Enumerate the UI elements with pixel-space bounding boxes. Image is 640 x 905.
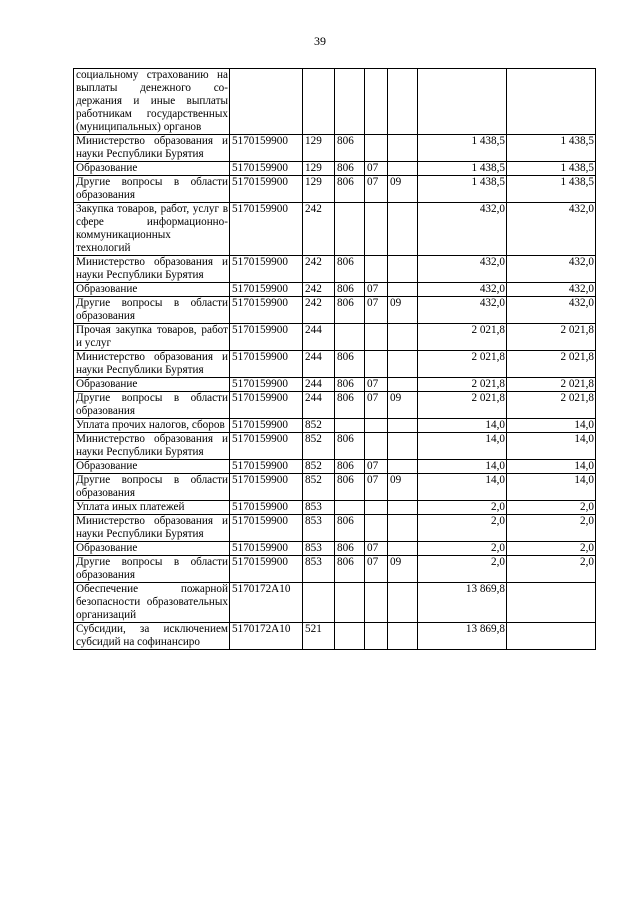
cell-name: Уплата прочих налогов, сборов — [74, 419, 230, 433]
cell-name: Образование — [74, 378, 230, 392]
cell-sum1: 432,0 — [418, 283, 507, 297]
cell-sum1: 13 869,8 — [418, 623, 507, 650]
cell-name: Другие вопросы в области образования — [74, 297, 230, 324]
cell-csr: 5170159900 — [230, 162, 303, 176]
cell-gr: 806 — [335, 351, 365, 378]
cell-sum2: 432,0 — [507, 256, 596, 283]
cell-rz: 07 — [365, 378, 388, 392]
table-row — [74, 378, 596, 392]
cell-sum1: 14,0 — [418, 460, 507, 474]
cell-sum1: 432,0 — [418, 203, 507, 256]
cell-pr — [388, 515, 418, 542]
cell-sum1: 2,0 — [418, 556, 507, 583]
cell-name: Образование — [74, 460, 230, 474]
table-row — [74, 515, 596, 542]
cell-csr: 5170159900 — [230, 419, 303, 433]
cell-pr — [388, 501, 418, 515]
cell-sum2: 432,0 — [507, 283, 596, 297]
cell-gr: 806 — [335, 556, 365, 583]
cell-csr: 5170159900 — [230, 556, 303, 583]
cell-gr — [335, 324, 365, 351]
cell-name: Министерство образования и науки Республики Бурятия — [74, 515, 230, 542]
cell-vr: 852 — [303, 460, 335, 474]
table-row — [74, 542, 596, 556]
cell-name: Образование — [74, 542, 230, 556]
cell-sum2 — [507, 583, 596, 623]
cell-pr — [388, 542, 418, 556]
cell-gr — [335, 419, 365, 433]
cell-pr — [388, 419, 418, 433]
cell-rz — [365, 515, 388, 542]
cell-gr: 806 — [335, 162, 365, 176]
cell-sum2 — [507, 69, 596, 135]
cell-gr: 806 — [335, 135, 365, 162]
cell-name: Другие вопросы в области образования — [74, 556, 230, 583]
cell-csr: 5170172А10 — [230, 583, 303, 623]
cell-rz: 07 — [365, 460, 388, 474]
table-row — [74, 283, 596, 297]
table-row — [74, 392, 596, 419]
cell-pr — [388, 256, 418, 283]
cell-vr: 853 — [303, 515, 335, 542]
cell-sum2: 14,0 — [507, 419, 596, 433]
cell-pr — [388, 433, 418, 460]
cell-gr: 806 — [335, 474, 365, 501]
cell-vr: 129 — [303, 176, 335, 203]
cell-sum1: 2,0 — [418, 501, 507, 515]
cell-csr — [230, 69, 303, 135]
cell-sum1: 2 021,8 — [418, 324, 507, 351]
cell-name: Образование — [74, 162, 230, 176]
cell-pr — [388, 351, 418, 378]
cell-vr: 852 — [303, 433, 335, 460]
cell-name: социальному страхованию на выплаты денежного содержания и иные выплаты работникам государственных (муниципальных) органов — [74, 69, 230, 135]
cell-rz — [365, 69, 388, 135]
table-row — [74, 351, 596, 378]
cell-sum1: 13 869,8 — [418, 583, 507, 623]
cell-csr: 5170159900 — [230, 474, 303, 501]
table-row — [74, 419, 596, 433]
cell-csr: 5170159900 — [230, 176, 303, 203]
cell-csr: 5170159900 — [230, 392, 303, 419]
cell-sum2: 432,0 — [507, 297, 596, 324]
cell-name: Образование — [74, 283, 230, 297]
cell-name: Министерство образования и науки Республики Бурятия — [74, 351, 230, 378]
cell-sum2: 2 021,8 — [507, 392, 596, 419]
cell-gr — [335, 203, 365, 256]
cell-pr — [388, 324, 418, 351]
cell-sum1: 2,0 — [418, 542, 507, 556]
cell-vr: 242 — [303, 203, 335, 256]
cell-name: Уплата иных платежей — [74, 501, 230, 515]
cell-name: Обеспечение пожарной безопасности образовательных организаций — [74, 583, 230, 623]
cell-gr: 806 — [335, 256, 365, 283]
cell-rz — [365, 135, 388, 162]
cell-rz — [365, 351, 388, 378]
cell-pr — [388, 162, 418, 176]
cell-vr: 244 — [303, 392, 335, 419]
cell-vr — [303, 69, 335, 135]
cell-pr: 09 — [388, 297, 418, 324]
table-row — [74, 162, 596, 176]
cell-rz — [365, 203, 388, 256]
cell-name: Прочая закупка товаров, работ и услуг — [74, 324, 230, 351]
table-row — [74, 203, 596, 256]
cell-vr: 242 — [303, 283, 335, 297]
cell-csr: 5170172А10 — [230, 623, 303, 650]
cell-csr: 5170159900 — [230, 460, 303, 474]
cell-csr: 5170159900 — [230, 297, 303, 324]
cell-rz: 07 — [365, 283, 388, 297]
cell-vr: 853 — [303, 501, 335, 515]
cell-sum1: 2 021,8 — [418, 378, 507, 392]
cell-vr: 853 — [303, 542, 335, 556]
cell-gr: 806 — [335, 460, 365, 474]
cell-gr: 806 — [335, 515, 365, 542]
cell-gr — [335, 623, 365, 650]
table-row — [74, 297, 596, 324]
cell-csr: 5170159900 — [230, 378, 303, 392]
cell-gr: 806 — [335, 433, 365, 460]
cell-name: Министерство образования и науки Республики Бурятия — [74, 256, 230, 283]
cell-name: Другие вопросы в области образования — [74, 176, 230, 203]
cell-rz — [365, 583, 388, 623]
cell-sum2 — [507, 623, 596, 650]
table-row — [74, 460, 596, 474]
cell-rz — [365, 501, 388, 515]
cell-sum1: 432,0 — [418, 297, 507, 324]
cell-sum1: 1 438,5 — [418, 176, 507, 203]
cell-rz: 07 — [365, 176, 388, 203]
cell-sum1: 1 438,5 — [418, 135, 507, 162]
cell-pr: 09 — [388, 176, 418, 203]
cell-sum2: 14,0 — [507, 460, 596, 474]
cell-rz — [365, 623, 388, 650]
cell-gr — [335, 69, 365, 135]
cell-sum1: 14,0 — [418, 419, 507, 433]
cell-csr: 5170159900 — [230, 283, 303, 297]
cell-sum2: 2,0 — [507, 515, 596, 542]
cell-rz — [365, 256, 388, 283]
cell-sum2: 14,0 — [507, 433, 596, 460]
cell-vr: 129 — [303, 135, 335, 162]
cell-vr: 244 — [303, 378, 335, 392]
cell-sum2: 2 021,8 — [507, 378, 596, 392]
cell-rz: 07 — [365, 392, 388, 419]
cell-vr: 852 — [303, 419, 335, 433]
cell-csr: 5170159900 — [230, 135, 303, 162]
cell-vr: 129 — [303, 162, 335, 176]
cell-vr: 242 — [303, 297, 335, 324]
cell-csr: 5170159900 — [230, 515, 303, 542]
cell-pr: 09 — [388, 474, 418, 501]
table-row — [74, 69, 596, 135]
cell-vr: 521 — [303, 623, 335, 650]
cell-pr — [388, 460, 418, 474]
table-row — [74, 433, 596, 460]
cell-rz — [365, 324, 388, 351]
table-row — [74, 324, 596, 351]
cell-name: Министерство образования и науки Республики Бурятия — [74, 135, 230, 162]
cell-pr: 09 — [388, 556, 418, 583]
cell-rz — [365, 419, 388, 433]
cell-sum2: 1 438,5 — [507, 135, 596, 162]
cell-vr: 244 — [303, 351, 335, 378]
cell-gr: 806 — [335, 392, 365, 419]
cell-gr: 806 — [335, 542, 365, 556]
cell-pr: 09 — [388, 392, 418, 419]
cell-sum1: 14,0 — [418, 474, 507, 501]
cell-csr: 5170159900 — [230, 256, 303, 283]
table-row — [74, 623, 596, 650]
cell-sum1: 432,0 — [418, 256, 507, 283]
cell-gr — [335, 501, 365, 515]
cell-vr: 852 — [303, 474, 335, 501]
table-body — [74, 69, 596, 650]
cell-name: Субсидии, за исключением субсидий на софинансиро — [74, 623, 230, 650]
page-number: 39 — [314, 34, 326, 48]
cell-gr: 806 — [335, 283, 365, 297]
cell-csr: 5170159900 — [230, 501, 303, 515]
cell-sum1: 2,0 — [418, 515, 507, 542]
cell-sum2: 2 021,8 — [507, 351, 596, 378]
cell-sum2: 2,0 — [507, 542, 596, 556]
cell-sum1: 1 438,5 — [418, 162, 507, 176]
cell-sum2: 1 438,5 — [507, 176, 596, 203]
cell-sum1 — [418, 69, 507, 135]
cell-csr: 5170159900 — [230, 542, 303, 556]
cell-name: Закупка товаров, работ, услуг в сфере информационно-коммуникационных технологий — [74, 203, 230, 256]
cell-gr: 806 — [335, 176, 365, 203]
cell-csr: 5170159900 — [230, 324, 303, 351]
cell-sum1: 14,0 — [418, 433, 507, 460]
cell-rz: 07 — [365, 162, 388, 176]
cell-rz: 07 — [365, 297, 388, 324]
table-row — [74, 556, 596, 583]
cell-gr: 806 — [335, 297, 365, 324]
cell-gr: 806 — [335, 378, 365, 392]
cell-csr: 5170159900 — [230, 351, 303, 378]
cell-sum2: 1 438,5 — [507, 162, 596, 176]
cell-name: Министерство образования и науки Республики Бурятия — [74, 433, 230, 460]
cell-pr — [388, 203, 418, 256]
cell-name: Другие вопросы в области образования — [74, 474, 230, 501]
table-row — [74, 176, 596, 203]
cell-pr — [388, 623, 418, 650]
budget-table — [73, 68, 596, 650]
cell-pr — [388, 135, 418, 162]
cell-vr: 244 — [303, 324, 335, 351]
table-row — [74, 256, 596, 283]
cell-sum2: 14,0 — [507, 474, 596, 501]
cell-rz — [365, 433, 388, 460]
cell-csr: 5170159900 — [230, 203, 303, 256]
cell-sum2: 2 021,8 — [507, 324, 596, 351]
table-row — [74, 474, 596, 501]
cell-sum1: 2 021,8 — [418, 392, 507, 419]
cell-vr: 853 — [303, 556, 335, 583]
table-row — [74, 501, 596, 515]
cell-rz: 07 — [365, 542, 388, 556]
cell-pr — [388, 283, 418, 297]
cell-vr: 242 — [303, 256, 335, 283]
cell-sum2: 432,0 — [507, 203, 596, 256]
cell-vr — [303, 583, 335, 623]
cell-pr — [388, 69, 418, 135]
cell-sum2: 2,0 — [507, 501, 596, 515]
cell-name: Другие вопросы в области образования — [74, 392, 230, 419]
cell-rz: 07 — [365, 474, 388, 501]
cell-csr: 5170159900 — [230, 433, 303, 460]
cell-pr — [388, 583, 418, 623]
cell-rz: 07 — [365, 556, 388, 583]
cell-sum1: 2 021,8 — [418, 351, 507, 378]
cell-sum2: 2,0 — [507, 556, 596, 583]
cell-gr — [335, 583, 365, 623]
cell-pr — [388, 378, 418, 392]
table-row — [74, 135, 596, 162]
table-row — [74, 583, 596, 623]
